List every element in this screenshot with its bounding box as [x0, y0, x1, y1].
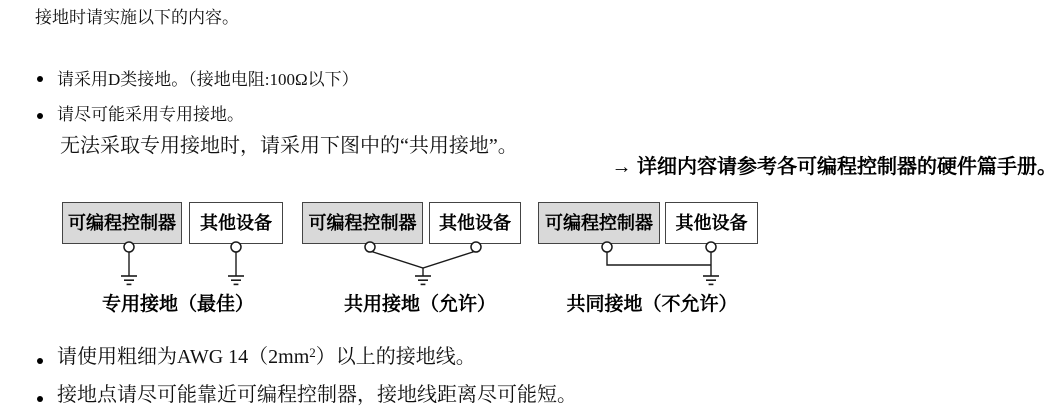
other-device-box — [665, 202, 758, 244]
bullet-dot — [37, 396, 43, 402]
other-device-label: 其他设备 — [439, 213, 511, 233]
wire — [370, 251, 476, 268]
other-device-box — [429, 202, 521, 244]
diagram-caption-common-not-allowed: 共同接地（不允许） — [566, 294, 738, 315]
intro-text: 接地时请实施以下的内容。 — [35, 8, 239, 27]
ground-symbol — [228, 276, 244, 284]
plc-box-label: 可编程控制器 — [308, 213, 417, 233]
reference-note: → 详细内容请参考各可编程控制器的硬件篇手册。 — [611, 156, 1057, 178]
plc-box — [62, 202, 182, 244]
diagram-caption-dedicated: 专用接地（最佳） — [101, 294, 255, 315]
diagram-caption-shared-allowed: 共用接地（允许） — [343, 294, 497, 315]
bullet-dedicated-grounding-line2: 无法采取专用接地时，请采用下图中的“共用接地”。 — [60, 135, 518, 157]
ground-symbol — [703, 276, 719, 284]
bullet-dedicated-grounding: 请尽可能采用专用接地。 — [57, 105, 244, 124]
plc-box — [538, 202, 660, 244]
wire-gauge-text-tail: ）以上的接地线。 — [315, 346, 476, 368]
bullet-ground-point-distance: 接地点请尽可能靠近可编程控制器，接地线距离尽可能短。 — [57, 384, 577, 406]
superscript-2: 2 — [309, 345, 316, 360]
other-device-label: 其他设备 — [200, 213, 272, 233]
bullet-wire-gauge — [57, 345, 476, 369]
bullet-dot — [37, 113, 43, 119]
plc-box — [302, 202, 423, 244]
wire-lines — [129, 250, 711, 276]
bullet-dot — [37, 76, 43, 82]
bullet-class-d-grounding: 请采用D类接地。（接地电阻:100Ω以下） — [57, 70, 359, 89]
ground-symbol — [415, 276, 431, 284]
plc-box-label: 可编程控制器 — [545, 213, 653, 233]
other-device-box — [189, 202, 283, 244]
other-device-label: 其他设备 — [675, 213, 748, 233]
wire — [607, 251, 711, 265]
ground-symbols — [121, 276, 719, 284]
plc-box-label: 可编程控制器 — [68, 213, 176, 233]
wire-gauge-text: 请使用粗细为AWG 14（2mm — [57, 346, 310, 368]
ground-symbol — [121, 276, 137, 284]
bullet-dot — [37, 358, 43, 364]
